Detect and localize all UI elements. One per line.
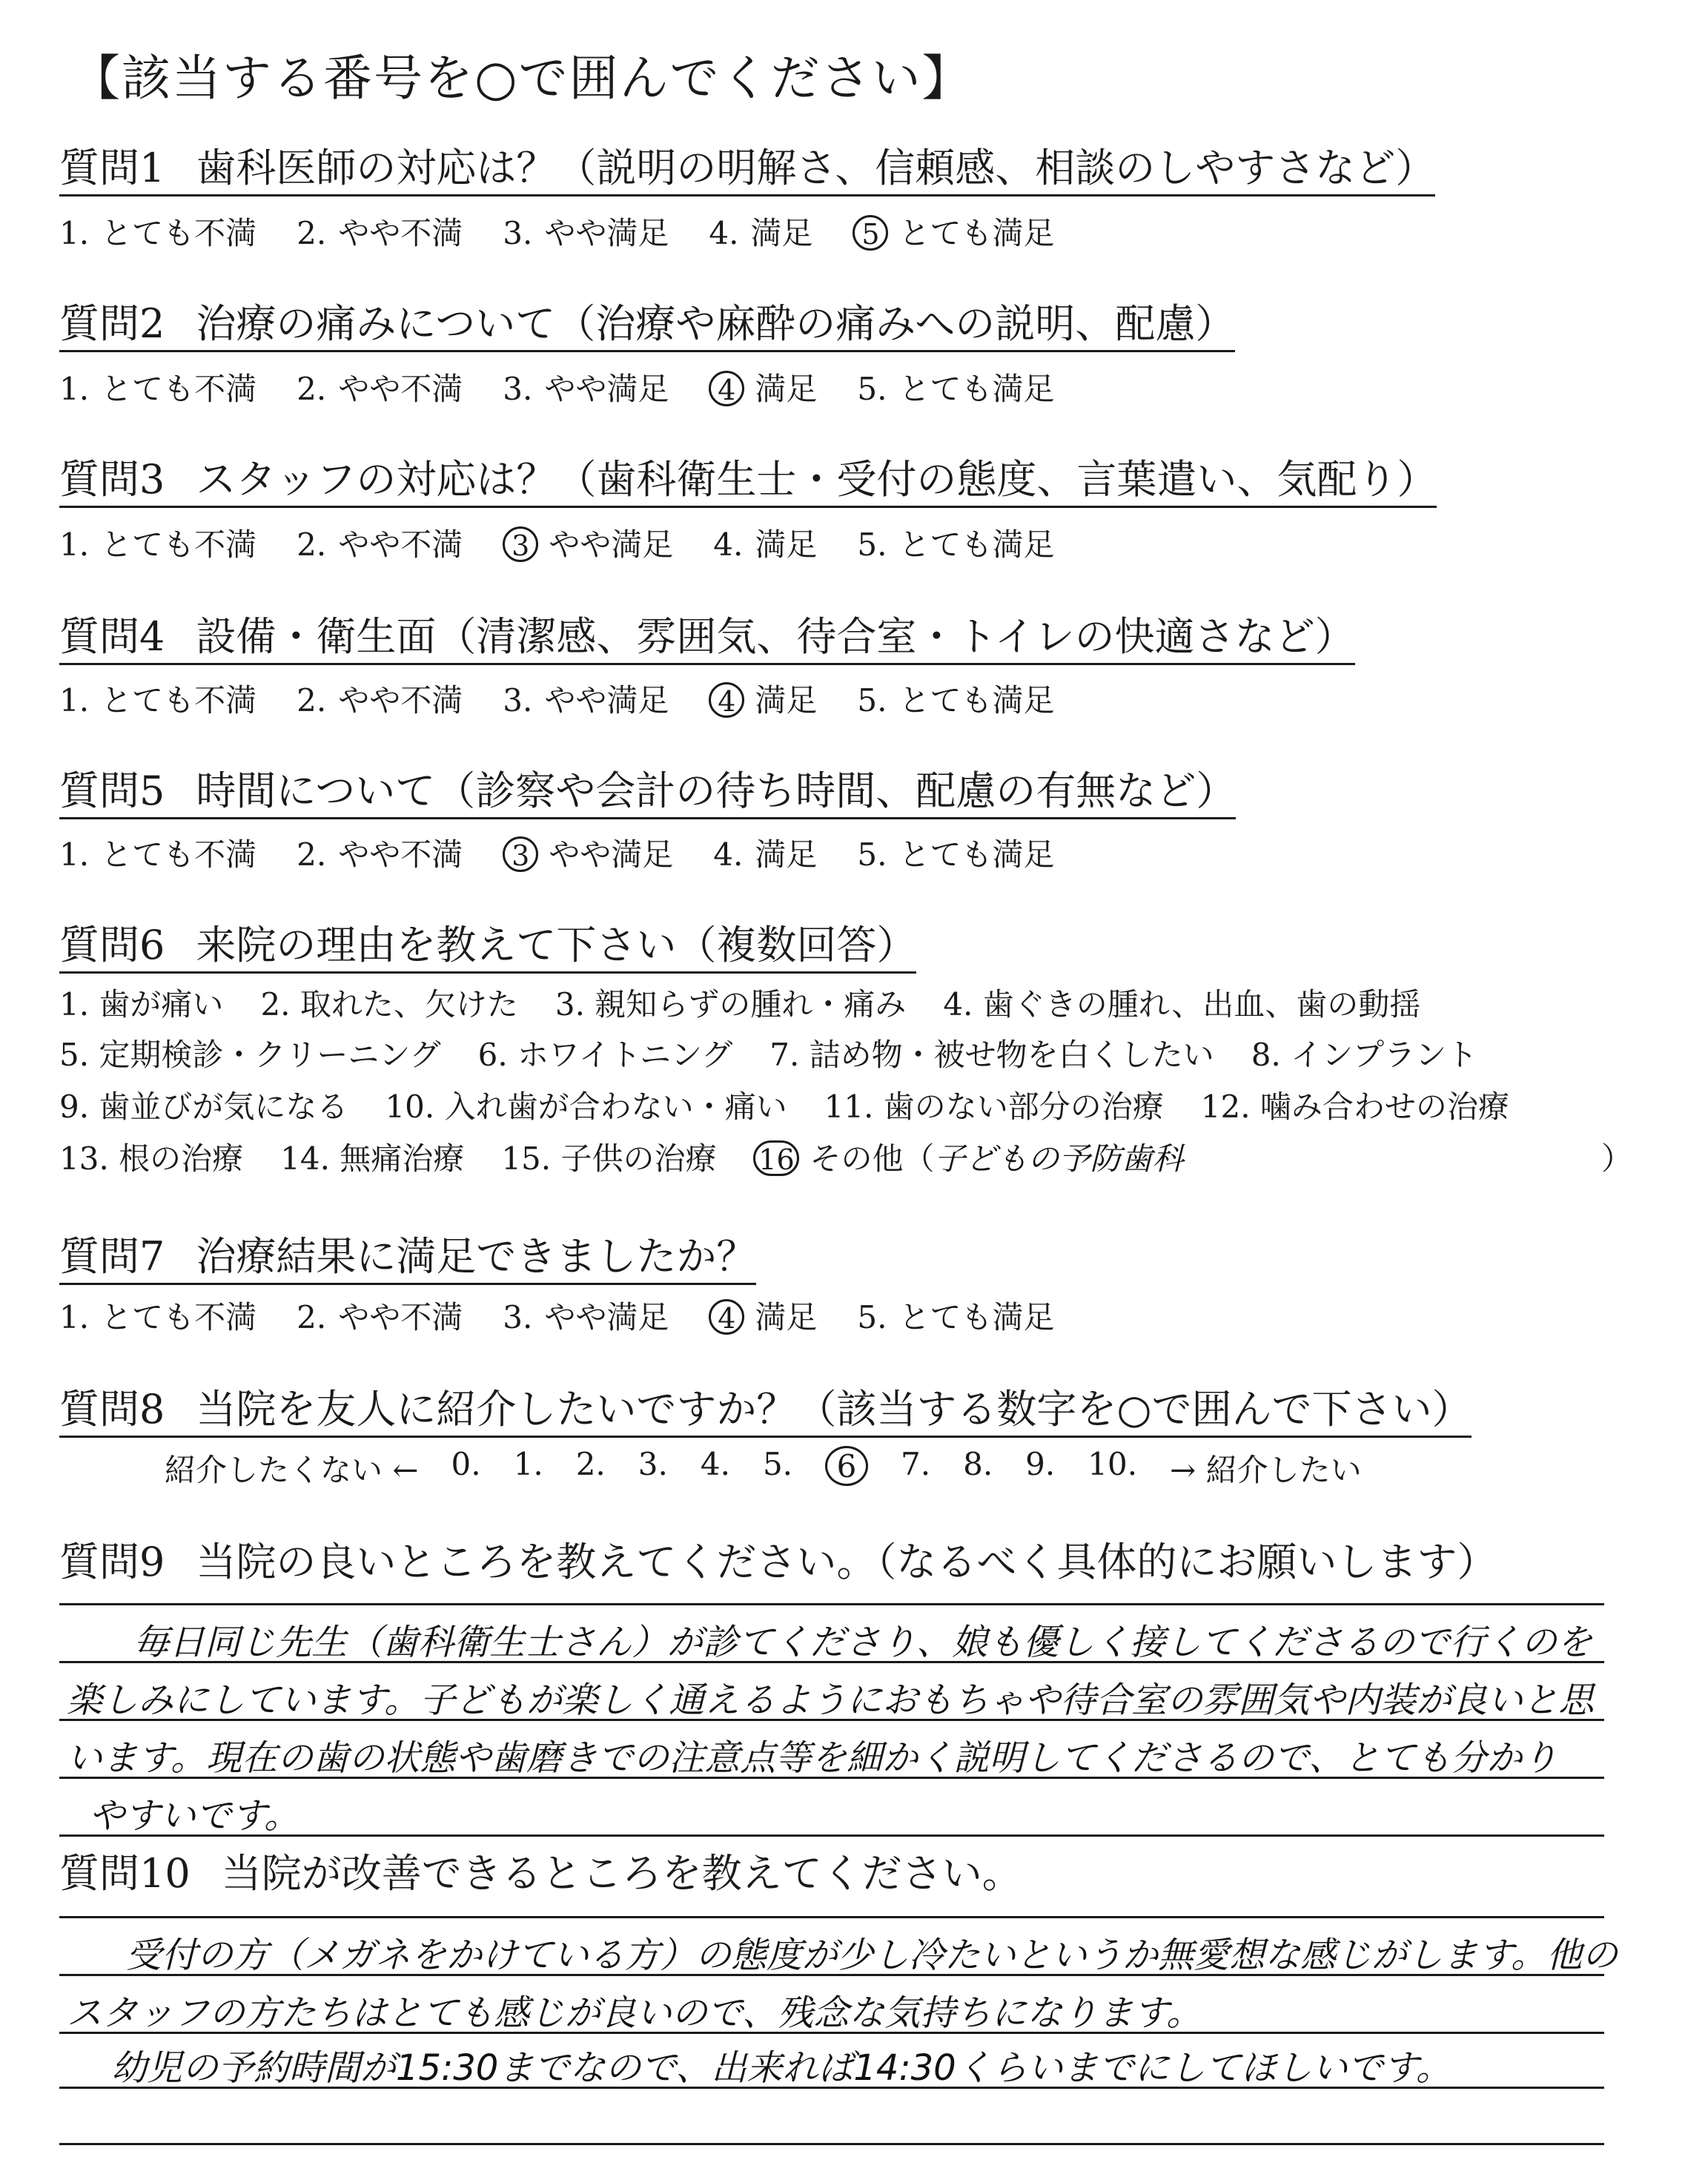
q1-option-3[interactable]: 3. やや満足 — [503, 215, 669, 251]
question-number: 質問8 — [59, 1386, 165, 1433]
q7-option-4-selected[interactable]: 4 満足 — [709, 1293, 817, 1338]
question-9 — [59, 1539, 1497, 1585]
other-label: その他（ — [810, 1140, 935, 1177]
scale-4[interactable]: 4. — [700, 1446, 730, 1482]
question-number: 質問10 — [59, 1850, 191, 1897]
q6-option[interactable]: 12. 噛み合わせの治療 — [1200, 1089, 1509, 1125]
question-number: 質問3 — [59, 456, 165, 503]
question-text: 治療の痛みについて（治療や麻酔の痛みへの説明、配慮） — [196, 300, 1236, 347]
q7-option-3[interactable]: 3. やや満足 — [503, 1299, 669, 1335]
answer-rule — [59, 2087, 1604, 2089]
answer-rule — [59, 1974, 1604, 1976]
question-text: スタッフの対応は？（歯科衛生士・受付の態度、言葉遣い、気配り） — [196, 456, 1437, 503]
scale-0[interactable]: 0. — [451, 1446, 481, 1482]
q3-option-1[interactable]: 1. とても不満 — [59, 526, 257, 563]
other-close-paren: ） — [1601, 1140, 1633, 1177]
scale-1[interactable]: 1. — [513, 1446, 543, 1482]
q6-option[interactable]: 14. 無痛治療 — [280, 1140, 465, 1177]
scale-left-label: 紹介したくない ← — [165, 1452, 419, 1488]
scale-6-selected[interactable]: 6 — [825, 1446, 868, 1486]
question-number: 質問5 — [59, 767, 165, 814]
q6-option[interactable]: 8. インプラント — [1251, 1037, 1478, 1073]
question-number: 質問7 — [59, 1233, 165, 1280]
question-1 — [59, 145, 1435, 196]
scale-7[interactable]: 7. — [901, 1446, 931, 1482]
scale-right-label: → 紹介したい — [1170, 1452, 1362, 1488]
q4-option-3[interactable]: 3. やや満足 — [503, 682, 669, 719]
answer-rule — [59, 1661, 1604, 1663]
q3-options — [59, 521, 1094, 565]
q3-option-3-selected[interactable]: 3 やや満足 — [503, 521, 673, 565]
q6-option[interactable]: 4. 歯ぐきの腫れ、出血、歯の動揺 — [943, 986, 1421, 1023]
q9-answer-line-4[interactable]: やすいです。 — [89, 1795, 300, 1837]
question-text: 歯科医師の対応は？（説明の明解さ、信頼感、相談のしやすさなど） — [196, 145, 1436, 191]
q7-options — [59, 1293, 1094, 1338]
q2-option-2[interactable]: 2. やや不満 — [297, 371, 463, 407]
answer-rule — [59, 1603, 1604, 1605]
page-title: 【該当する番号を○で囲んでください】 — [71, 50, 973, 107]
q5-option-3-selected[interactable]: 3 やや満足 — [503, 830, 673, 875]
q10-answer-line-1[interactable]: 受付の方（メガネをかけている方）の態度が少し冷たいというか無愛想な感じがします。他の — [126, 1935, 1618, 1976]
scale-5[interactable]: 5. — [762, 1446, 793, 1482]
question-6 — [59, 922, 916, 974]
q4-options — [59, 676, 1094, 721]
q2-option-4-selected[interactable]: 4 満足 — [709, 365, 817, 409]
q10-answer-line-2[interactable]: スタッフの方たちはとても感じが良いので、残念な気持ちになります。 — [67, 1992, 1202, 2034]
q5-option-5[interactable]: 5. とても満足 — [857, 836, 1055, 873]
q3-option-4[interactable]: 4. 満足 — [713, 526, 818, 563]
q5-options — [59, 830, 1094, 875]
answer-rule — [59, 1834, 1604, 1837]
q5-option-4[interactable]: 4. 満足 — [713, 836, 818, 873]
q2-option-5[interactable]: 5. とても満足 — [857, 371, 1055, 407]
answer-rule — [59, 1916, 1604, 1918]
q10-answer-line-3[interactable]: 幼児の予約時間が15:30までなので、出来れば14:30くらいまでにしてほしいです。 — [111, 2047, 1452, 2089]
question-2 — [59, 301, 1235, 352]
q5-option-1[interactable]: 1. とても不満 — [59, 836, 257, 873]
q1-option-4[interactable]: 4. 満足 — [709, 215, 813, 251]
q6-option[interactable]: 10. 入れ歯が合わない・痛い — [385, 1089, 787, 1125]
q7-option-5[interactable]: 5. とても満足 — [857, 1299, 1055, 1335]
question-number: 質問2 — [59, 300, 165, 347]
q6-option[interactable]: 1. 歯が痛い — [59, 986, 224, 1023]
scale-3[interactable]: 3. — [638, 1446, 668, 1482]
q4-option-4-selected[interactable]: 4 満足 — [709, 676, 817, 721]
q6-option[interactable]: 9. 歯並びが気になる — [59, 1089, 348, 1125]
question-text: 治療結果に満足できましたか？ — [196, 1233, 757, 1280]
q6-row-3 — [59, 1083, 1546, 1127]
q6-option[interactable]: 15. 子供の治療 — [501, 1140, 717, 1177]
scale-10[interactable]: 10. — [1088, 1446, 1138, 1482]
q6-option[interactable]: 3. 親知らずの腫れ・痛み — [555, 986, 907, 1023]
q5-option-2[interactable]: 2. やや不満 — [297, 836, 463, 873]
q9-answer-line-1[interactable]: 毎日同じ先生（歯科衛生士さん）が診てくださり、娘も優しく接してくださるので行くのを — [133, 1622, 1593, 1663]
q6-option[interactable]: 6. ホワイトニング — [477, 1037, 733, 1073]
scale-8[interactable]: 8. — [963, 1446, 993, 1482]
q1-option-5-selected[interactable]: 5 とても満足 — [853, 209, 1054, 254]
q6-option[interactable]: 7. 詰め物・被せ物を白くしたい — [769, 1037, 1214, 1073]
q3-option-5[interactable]: 5. とても満足 — [857, 526, 1055, 563]
q4-option-5[interactable]: 5. とても満足 — [857, 682, 1055, 719]
question-text: 設備・衛生面（清潔感、雰囲気、待合室・トイレの快適さなど） — [196, 613, 1355, 660]
question-7 — [59, 1234, 756, 1285]
question-number: 質問1 — [59, 145, 165, 191]
question-text: 当院の良いところを教えてください。（なるべく具体的にお願いします） — [196, 1539, 1497, 1585]
q6-option-16-selected[interactable]: 16 その他（子どもの予防歯科 — [753, 1135, 1183, 1179]
q6-row-4 — [59, 1135, 1646, 1179]
q1-option-1[interactable]: 1. とても不満 — [59, 215, 257, 251]
q1-option-2[interactable]: 2. やや不満 — [297, 215, 463, 251]
question-number: 質問6 — [59, 922, 165, 968]
question-text: 当院が改善できるところを教えてください。 — [221, 1850, 1022, 1897]
q6-row-2 — [59, 1031, 1515, 1075]
question-4 — [59, 614, 1355, 665]
q6-option[interactable]: 2. 取れた、欠けた — [260, 986, 518, 1023]
question-text: 時間について（診察や会計の待ち時間、配慮の有無など） — [196, 767, 1237, 814]
q8-scale — [165, 1446, 1394, 1490]
q6-row-1 — [59, 980, 1457, 1025]
answer-rule — [59, 1719, 1604, 1721]
answer-rule — [59, 2143, 1604, 2145]
q2-options — [59, 365, 1094, 409]
question-10 — [59, 1851, 1022, 1897]
question-3 — [59, 457, 1437, 508]
q9-answer-line-2[interactable]: 楽しみにしています。子どもが楽しく通えるようにおもちゃや待合室の雰囲気や内装が良いと思 — [67, 1680, 1595, 1721]
question-text: 来院の理由を教えて下さい（複数回答） — [196, 922, 917, 968]
q2-option-3[interactable]: 3. やや満足 — [503, 371, 669, 407]
question-text: 当院を友人に紹介したいですか？（該当する数字を○で囲んで下さい） — [196, 1386, 1472, 1433]
q6-option[interactable]: 5. 定期検診・クリーニング — [59, 1037, 441, 1073]
answer-rule — [59, 2032, 1604, 2034]
q7-option-1[interactable]: 1. とても不満 — [59, 1299, 257, 1335]
q1-options — [59, 209, 1094, 254]
q3-option-2[interactable]: 2. やや不満 — [297, 526, 463, 563]
q6-option[interactable]: 11. 歯のない部分の治療 — [824, 1089, 1164, 1125]
q4-option-2[interactable]: 2. やや不満 — [297, 682, 463, 719]
answer-rule — [59, 1777, 1604, 1779]
q2-option-1[interactable]: 1. とても不満 — [59, 371, 257, 407]
q9-answer-line-3[interactable]: います。現在の歯の状態や歯磨きでの注意点等を細かく説明してくださるので、とても分かり — [67, 1737, 1558, 1779]
q6-option[interactable]: 13. 根の治療 — [59, 1140, 244, 1177]
other-answer: 子どもの予防歯科 — [934, 1140, 1184, 1177]
scale-2[interactable]: 2. — [575, 1446, 606, 1482]
question-number: 質問4 — [59, 613, 165, 660]
question-8 — [59, 1387, 1472, 1438]
question-number: 質問9 — [59, 1539, 165, 1585]
question-5 — [59, 768, 1236, 819]
scale-9[interactable]: 9. — [1025, 1446, 1056, 1482]
q7-option-2[interactable]: 2. やや不満 — [297, 1299, 463, 1335]
q4-option-1[interactable]: 1. とても不満 — [59, 682, 257, 719]
